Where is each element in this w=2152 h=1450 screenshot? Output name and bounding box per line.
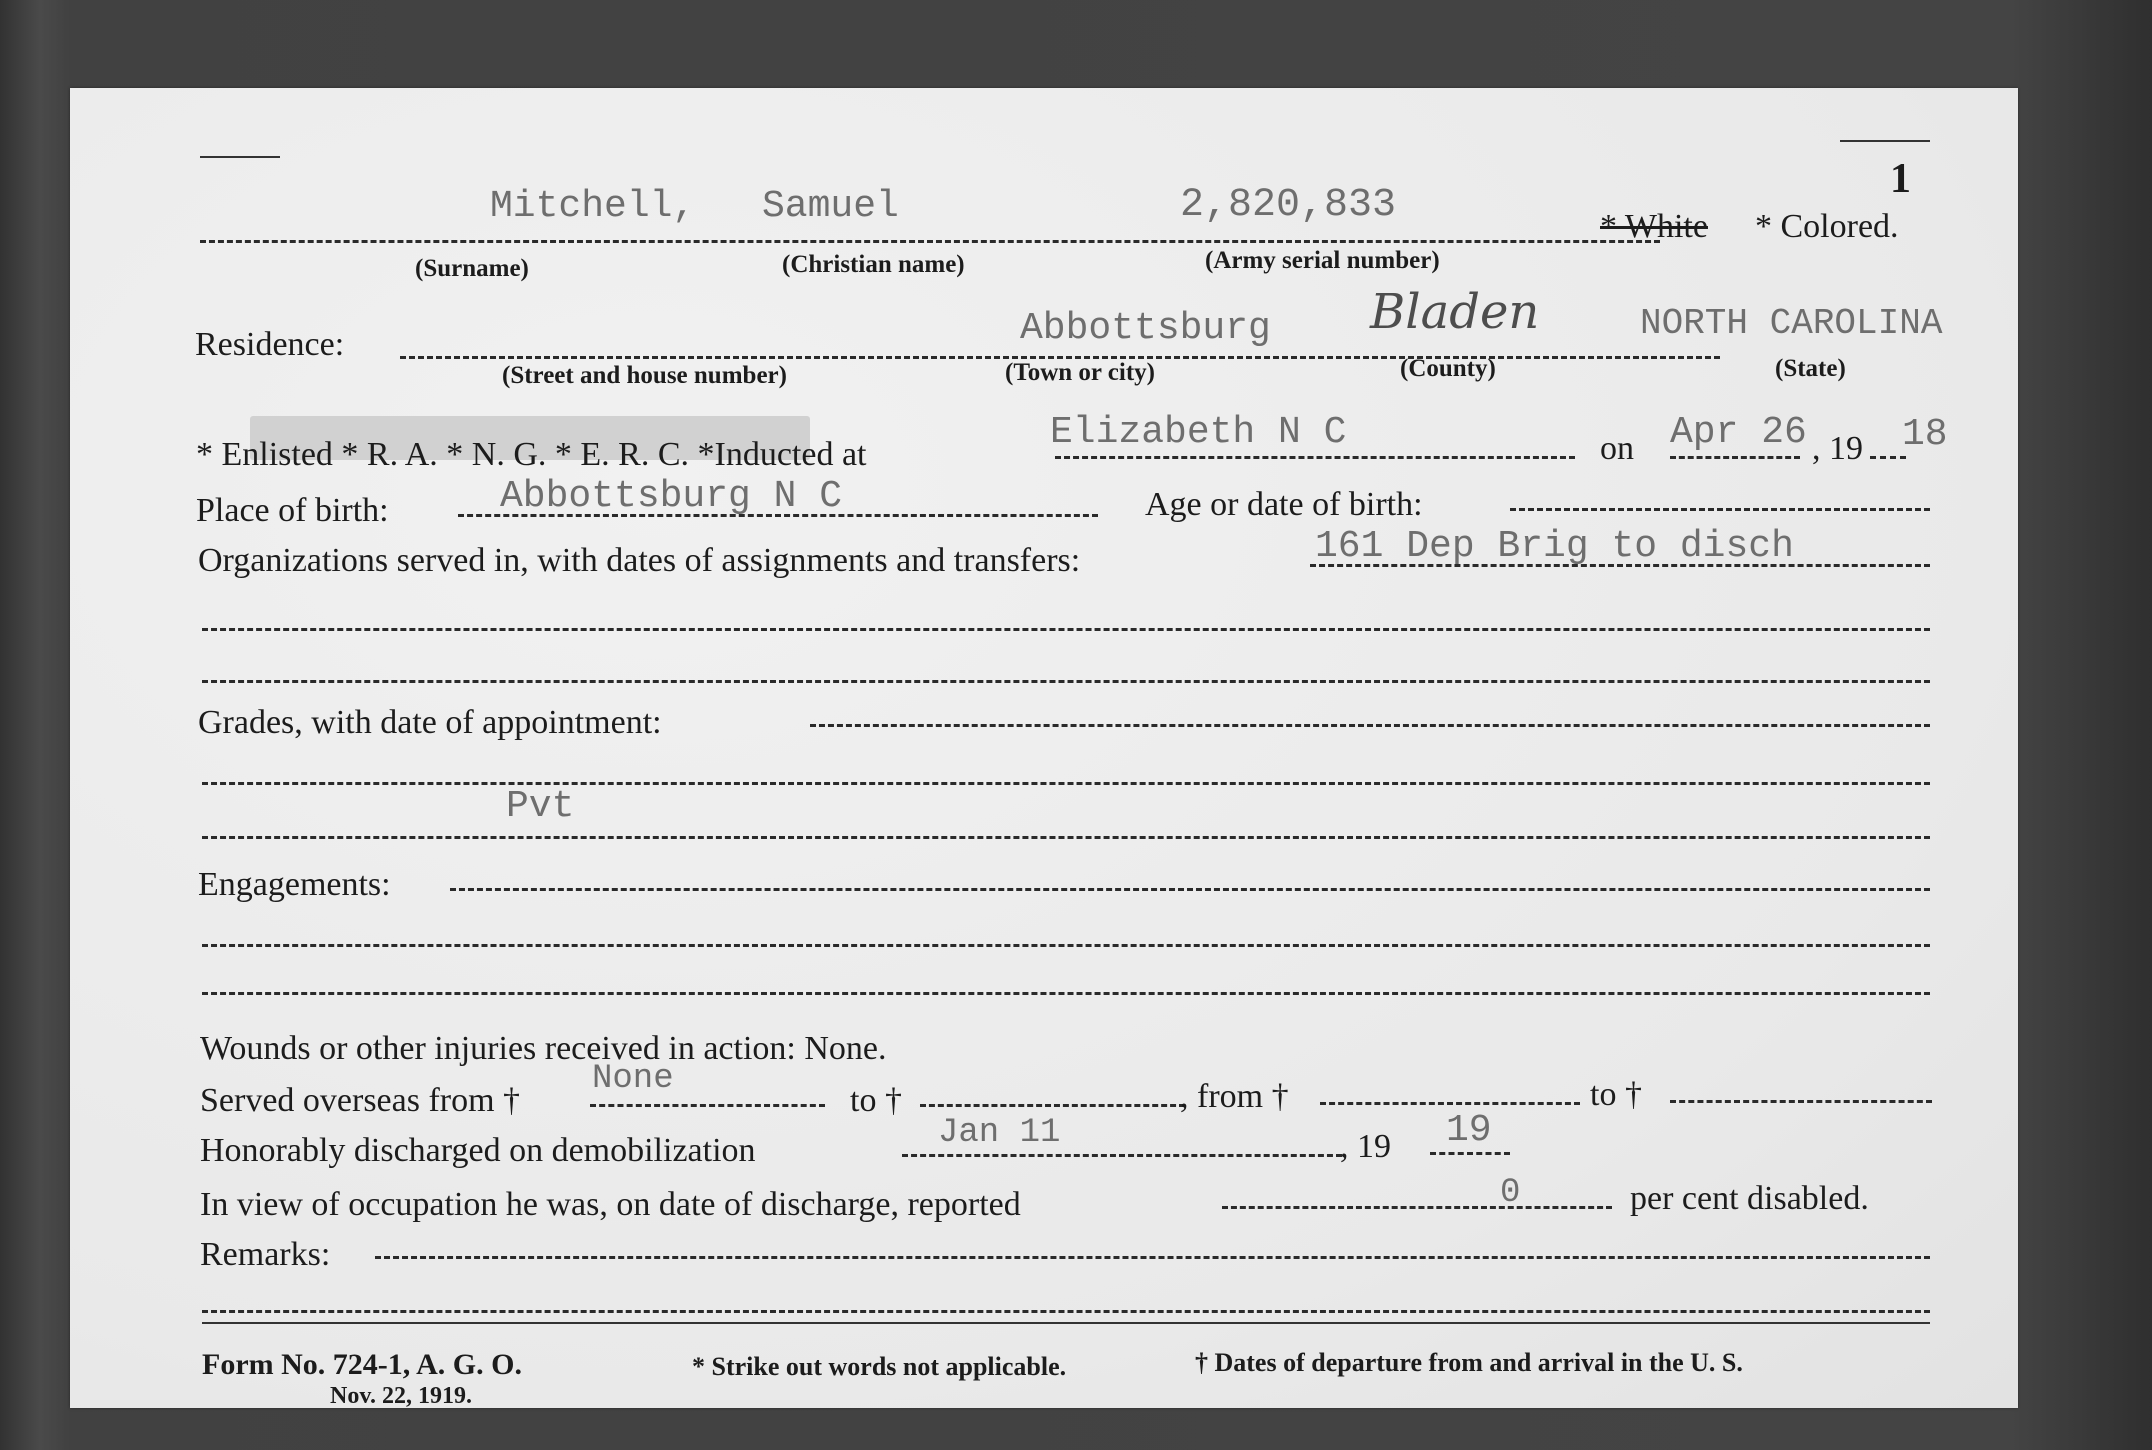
christian-name-value: Samuel [762,185,899,228]
wounds-label: Wounds or other injuries received in action: None. [200,1030,887,1067]
grades-line-3 [202,836,1930,839]
discharge-label: Honorably discharged on demobilization [200,1132,756,1169]
form-date: Nov. 22, 1919. [330,1383,473,1409]
name-line [200,240,1660,243]
organizations-line-3 [202,680,1930,683]
discharge-date-line [902,1154,1342,1157]
service-record-card [70,88,2018,1408]
discharge-year-prefix: , 19 [1340,1128,1391,1165]
birth-place-line [458,514,1098,517]
birth-place-value: Abbottsburg N C [500,475,843,518]
on-label: on [1600,430,1634,467]
engagements-label: Engagements: [198,866,391,903]
age-line [1510,508,1930,511]
remarks-label: Remarks: [200,1236,331,1273]
street-caption: (Street and house number) [502,362,787,389]
organizations-label: Organizations served in, with dates of assignments and transfers: [198,542,1081,579]
inducted-year: 18 [1902,413,1948,456]
grades-value: Pvt [506,785,575,828]
strike-note: * Strike out words not applicable. [692,1352,1067,1381]
race-white-struck: * White [1600,208,1708,245]
discharge-year: 19 [1446,1109,1492,1152]
overseas-value: None [592,1060,674,1098]
residence-state: NORTH CAROLINA [1640,303,1943,344]
organizations-line-2 [202,628,1930,631]
overseas-to-line-2 [1670,1100,1932,1103]
footer-rule [202,1322,1930,1324]
residence-label: Residence: [195,326,345,363]
inducted-place-line [1055,456,1575,459]
occupation-label: In view of occupation he was, on date of discharge, reported [200,1186,1021,1223]
inducted-year-line [1870,456,1906,459]
discharge-year-line [1430,1152,1510,1155]
grades-label: Grades, with date of appointment: [198,704,662,741]
engagements-line-1 [450,888,1930,891]
county-caption: (County) [1400,355,1496,382]
form-number: Form No. 724-1, A. G. O. [202,1348,522,1381]
residence-county: Bladen [1370,284,1540,340]
grades-line-1 [810,724,1930,727]
organizations-line-1 [1310,564,1930,567]
serial-number-value: 2,820,833 [1180,183,1397,228]
race-colored: * Colored. [1755,208,1899,245]
organizations-value: 161 Dep Brig to disch [1315,525,1794,568]
discharge-date: Jan 11 [938,1114,1061,1152]
birth-place-label: Place of birth: [196,492,389,529]
disabled-line [1222,1206,1612,1209]
state-caption: (State) [1775,355,1846,382]
top-left-rule [200,156,280,158]
overseas-label: Served overseas from † [200,1082,521,1119]
dates-note: † Dates of departure from and arrival in the U. S. [1195,1348,1743,1377]
surname-caption: (Surname) [415,255,529,282]
overseas-from-line [590,1104,825,1107]
serial-caption: (Army serial number) [1205,247,1440,274]
disabled-label: per cent disabled. [1630,1180,1869,1217]
enlisted-inducted-label: * Enlisted * R. A. * N. G. * E. R. C. *Inducted at [196,436,867,473]
grades-line-2 [202,782,1930,785]
inducted-date-line [1670,456,1800,459]
overseas-from-label-2: , from † [1180,1078,1289,1115]
engagements-line-3 [202,992,1930,995]
engagements-line-2 [202,944,1930,947]
town-caption: (Town or city) [1005,359,1155,386]
residence-town: Abbottsburg [1020,307,1271,350]
remarks-line-2 [202,1310,1930,1313]
inducted-place: Elizabeth N C [1050,411,1347,454]
card-number: 1 [1890,156,1911,202]
overseas-to-label: to † [850,1082,902,1119]
overseas-to-label-2: to † [1590,1076,1642,1113]
remarks-line-1 [375,1256,1930,1259]
inducted-date: Apr 26 [1670,411,1807,454]
disabled-value: 0 [1500,1174,1521,1212]
overseas-to-line [920,1104,1185,1107]
top-right-rule [1840,140,1930,142]
overseas-from-line-2 [1320,1102,1580,1105]
surname-value: Mitchell, [490,185,696,228]
inducted-year-prefix: , 19 [1812,430,1863,467]
christian-name-caption: (Christian name) [782,251,965,278]
age-label: Age or date of birth: [1145,486,1423,523]
